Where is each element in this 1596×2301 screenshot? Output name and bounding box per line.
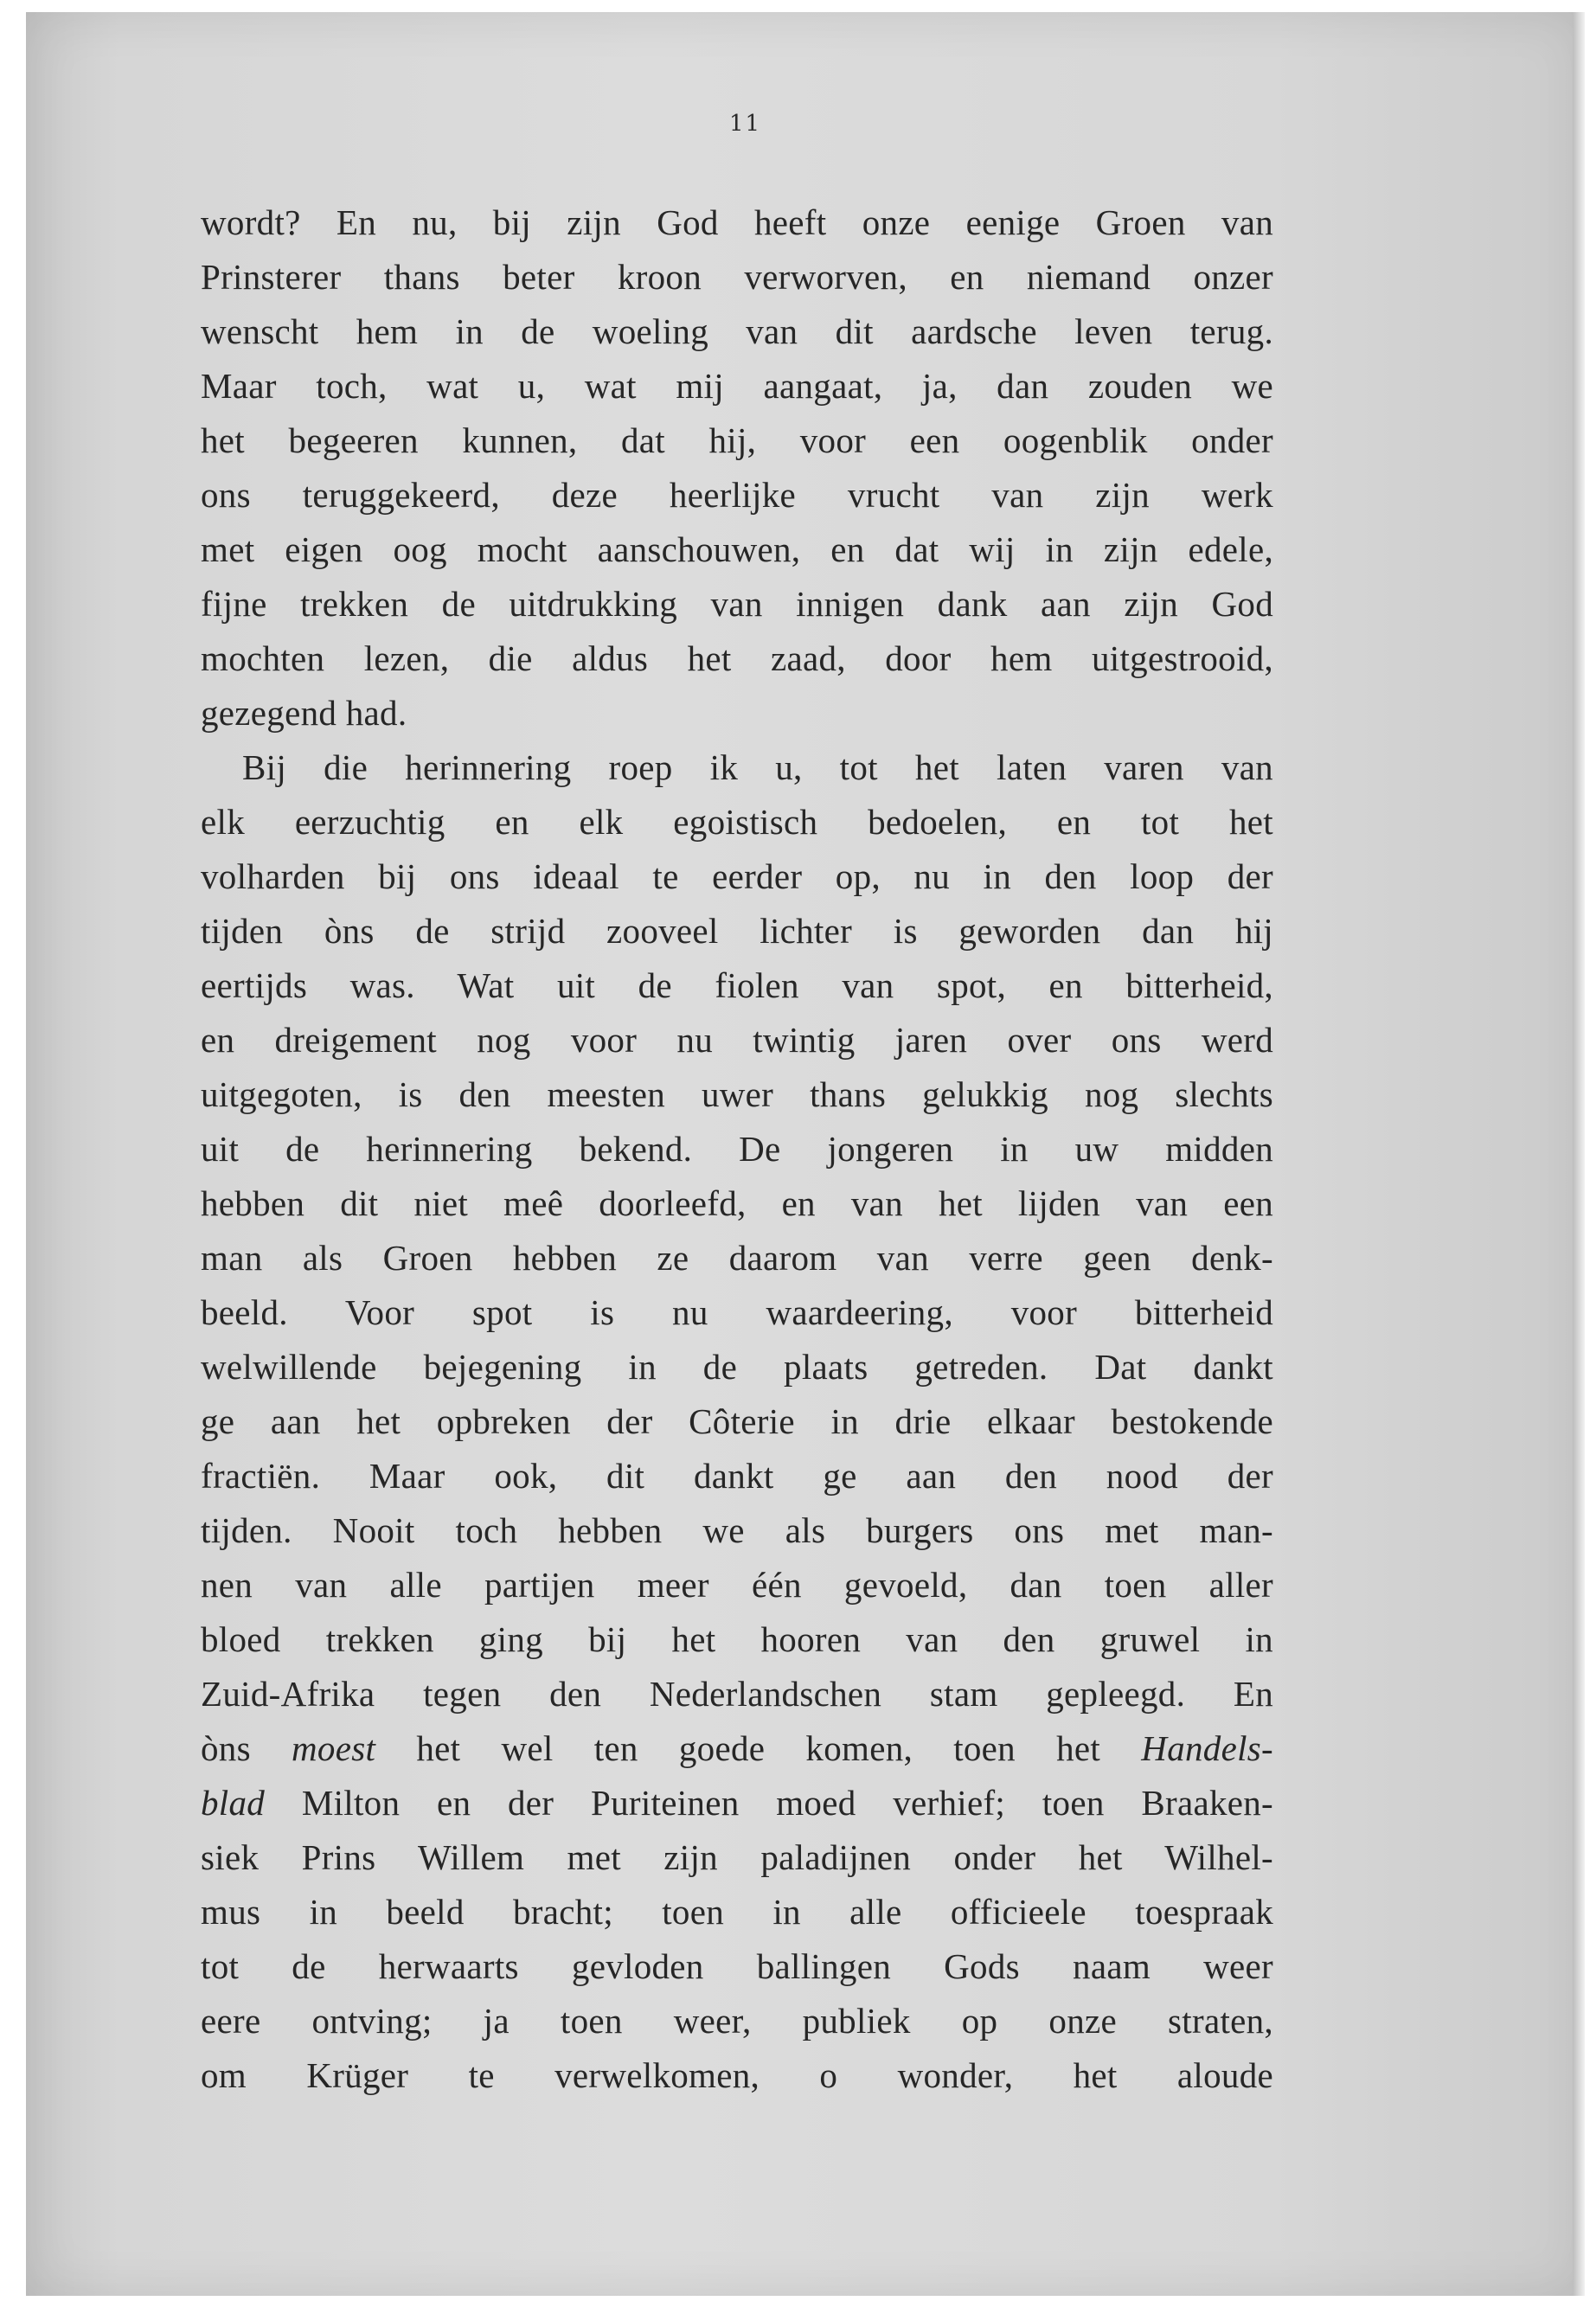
text-line: fractiën. Maar ook, dit dankt ge aan den nood der [201,1456,1273,1496]
text-line: welwillende bejegening in de plaats getreden. Dat dankt [201,1347,1273,1387]
text-line: tijden òns de strijd zooveel lichter is geworden dan hij [201,911,1273,951]
text-line: uit de herinnering bekend. De jongeren in uw midden [201,1129,1273,1169]
text-line: ons teruggekeerd, deze heerlijke vrucht van zijn werk [201,475,1273,515]
text-line: hebben dit niet meê doorleefd, en van het lijden van een [201,1183,1273,1223]
text-line: elk eerzuchtig en elk egoistisch bedoelen, en tot het [201,802,1273,842]
text-line: het begeeren kunnen, dat hij, voor een oogenblik onder [201,420,1273,460]
page-number: 11 [729,111,762,137]
text-line: ge aan het opbreken der Côterie in drie elkaar bestokende [201,1401,1273,1441]
text-line: tijden. Nooit toch hebben we als burgers ons met man- [201,1510,1273,1550]
text-segment: het wel ten goede komen, toen het [375,1728,1142,1768]
text-line: gezegend had. [201,693,407,733]
page-edge [1573,12,1585,2296]
text-line: wordt? En nu, bij zijn God heeft onze eenige Groen van [201,202,1273,242]
text-line-with-italics [201,1721,1273,1776]
text-line: fijne trekken de uitdrukking van innigen dank aan zijn God [201,584,1273,624]
text-line: mus in beeld bracht; toen in alle officieele toespraak [201,1892,1273,1932]
body-text [201,195,1273,2103]
text-line: nen van alle partijen meer één gevoeld, dan toen aller [201,1565,1273,1605]
italic-word: blad [201,1783,266,1823]
text-line: Prinsterer thans beter kroon verworven, en niemand onzer [201,257,1273,297]
text-segment: òns [201,1728,292,1768]
text-line: tot de herwaarts gevloden ballingen Gods naam weer [201,1946,1273,1986]
italic-word: Handels- [1141,1728,1273,1768]
text-line: beeld. Voor spot is nu waardeering, voor bitterheid [201,1292,1273,1332]
text-line: Bij die herinnering roep ik u, tot het laten varen van [242,747,1273,787]
text-line: met eigen oog mocht aanschouwen, en dat wij in zijn edele, [201,529,1273,569]
text-line: wenscht hem in de woeling van dit aardsche leven terug. [201,311,1273,351]
text-line: eertijds was. Wat uit de fiolen van spot, en bitterheid, [201,965,1273,1005]
text-line: mochten lezen, die aldus het zaad, door hem uitgestrooid, [201,638,1273,678]
text-line: Maar toch, wat u, wat mij aangaat, ja, dan zouden we [201,366,1273,406]
text-line-with-italics [201,1776,1273,1830]
text-line: siek Prins Willem met zijn paladijnen onder het Wilhel- [201,1837,1273,1877]
text-segment: Milton en der Puriteinen moed verhief; toen Braaken- [265,1783,1273,1823]
text-line: Zuid-Afrika tegen den Nederlandschen stam gepleegd. En [201,1674,1273,1714]
text-line: eere ontving; ja toen weer, publiek op onze straten, [201,2001,1273,2041]
text-line: en dreigement nog voor nu twintig jaren over ons werd [201,1020,1273,1060]
text-line: bloed trekken ging bij het hooren van den gruwel in [201,1619,1273,1659]
text-line: om Krüger te verwelkomen, o wonder, het aloude [201,2055,1273,2095]
text-line: volharden bij ons ideaal te eerder op, nu in den loop der [201,856,1273,896]
italic-word: moest [292,1728,376,1768]
text-line: uitgegoten, is den meesten uwer thans gelukkig nog slechts [201,1074,1273,1114]
text-line: man als Groen hebben ze daarom van verre geen denk- [201,1238,1273,1278]
